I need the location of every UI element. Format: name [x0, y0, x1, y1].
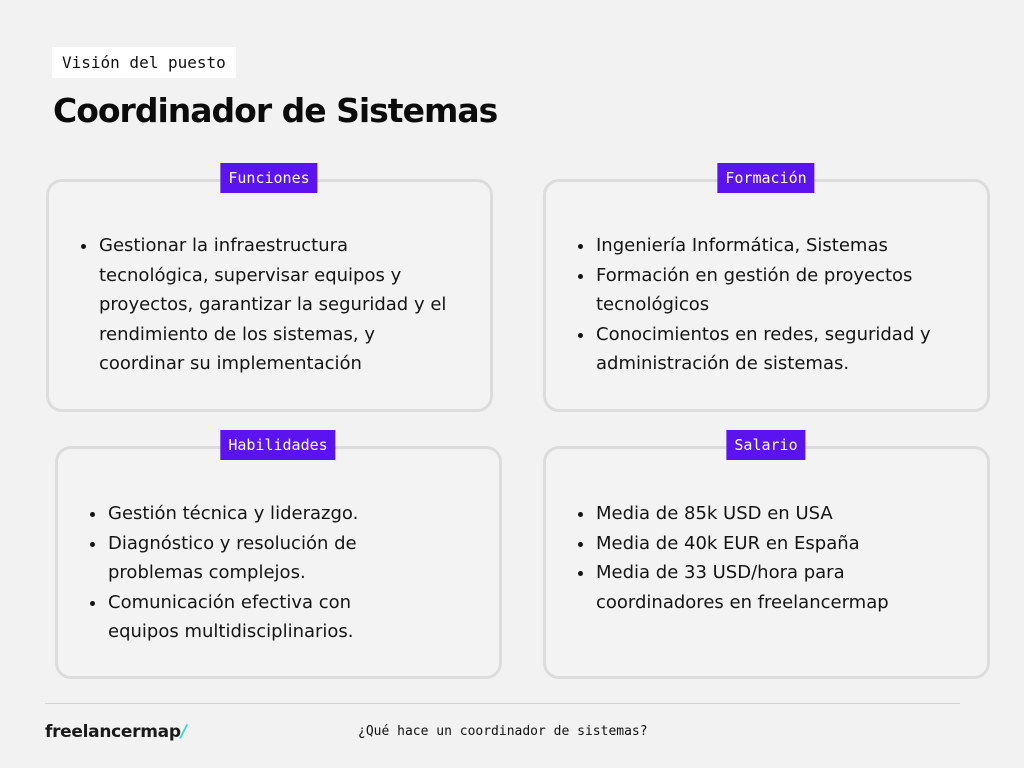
- list-item: Conocimientos en redes, seguridad y administración de sistemas.: [577, 320, 937, 379]
- list-habilidades: [89, 499, 409, 647]
- logo-slash: /: [180, 722, 187, 742]
- list-item: Media de 85k USD en USA: [577, 499, 952, 529]
- list-item: Diagnóstico y resolución de problemas complejos.: [89, 529, 409, 588]
- freelancermap-logo[interactable]: [45, 722, 187, 742]
- list-funciones: [80, 231, 455, 379]
- page-title: Coordinador de Sistemas: [53, 91, 498, 130]
- list-item: Formación en gestión de proyectos tecnológicos: [577, 261, 937, 320]
- tag-formacion: Formación: [717, 163, 814, 193]
- tag-salario: Salario: [726, 430, 805, 460]
- list-salario: [577, 499, 952, 617]
- tag-habilidades: Habilidades: [220, 430, 335, 460]
- list-item: Gestión técnica y liderazgo.: [89, 499, 409, 529]
- list-item: Comunicación efectiva con equipos multidisciplinarios.: [89, 588, 409, 647]
- list-item: Media de 40k EUR en España: [577, 529, 952, 559]
- list-item: Media de 33 USD/hora para coordinadores en freelancermap: [577, 558, 952, 617]
- tag-funciones: Funciones: [220, 163, 317, 193]
- list-item: Gestionar la infraestructura tecnológica, supervisar equipos y proyectos, garantizar la seguridad y el rendimiento de los sistemas, y coordinar su implementación: [80, 231, 455, 379]
- eyebrow-label: Visión del puesto: [52, 47, 236, 78]
- list-formacion: [577, 231, 937, 379]
- footer-divider: [45, 703, 960, 704]
- logo-text: freelancermap: [45, 722, 181, 742]
- list-item: Ingeniería Informática, Sistemas: [577, 231, 937, 261]
- footer-question: ¿Qué hace un coordinador de sistemas?: [358, 724, 648, 739]
